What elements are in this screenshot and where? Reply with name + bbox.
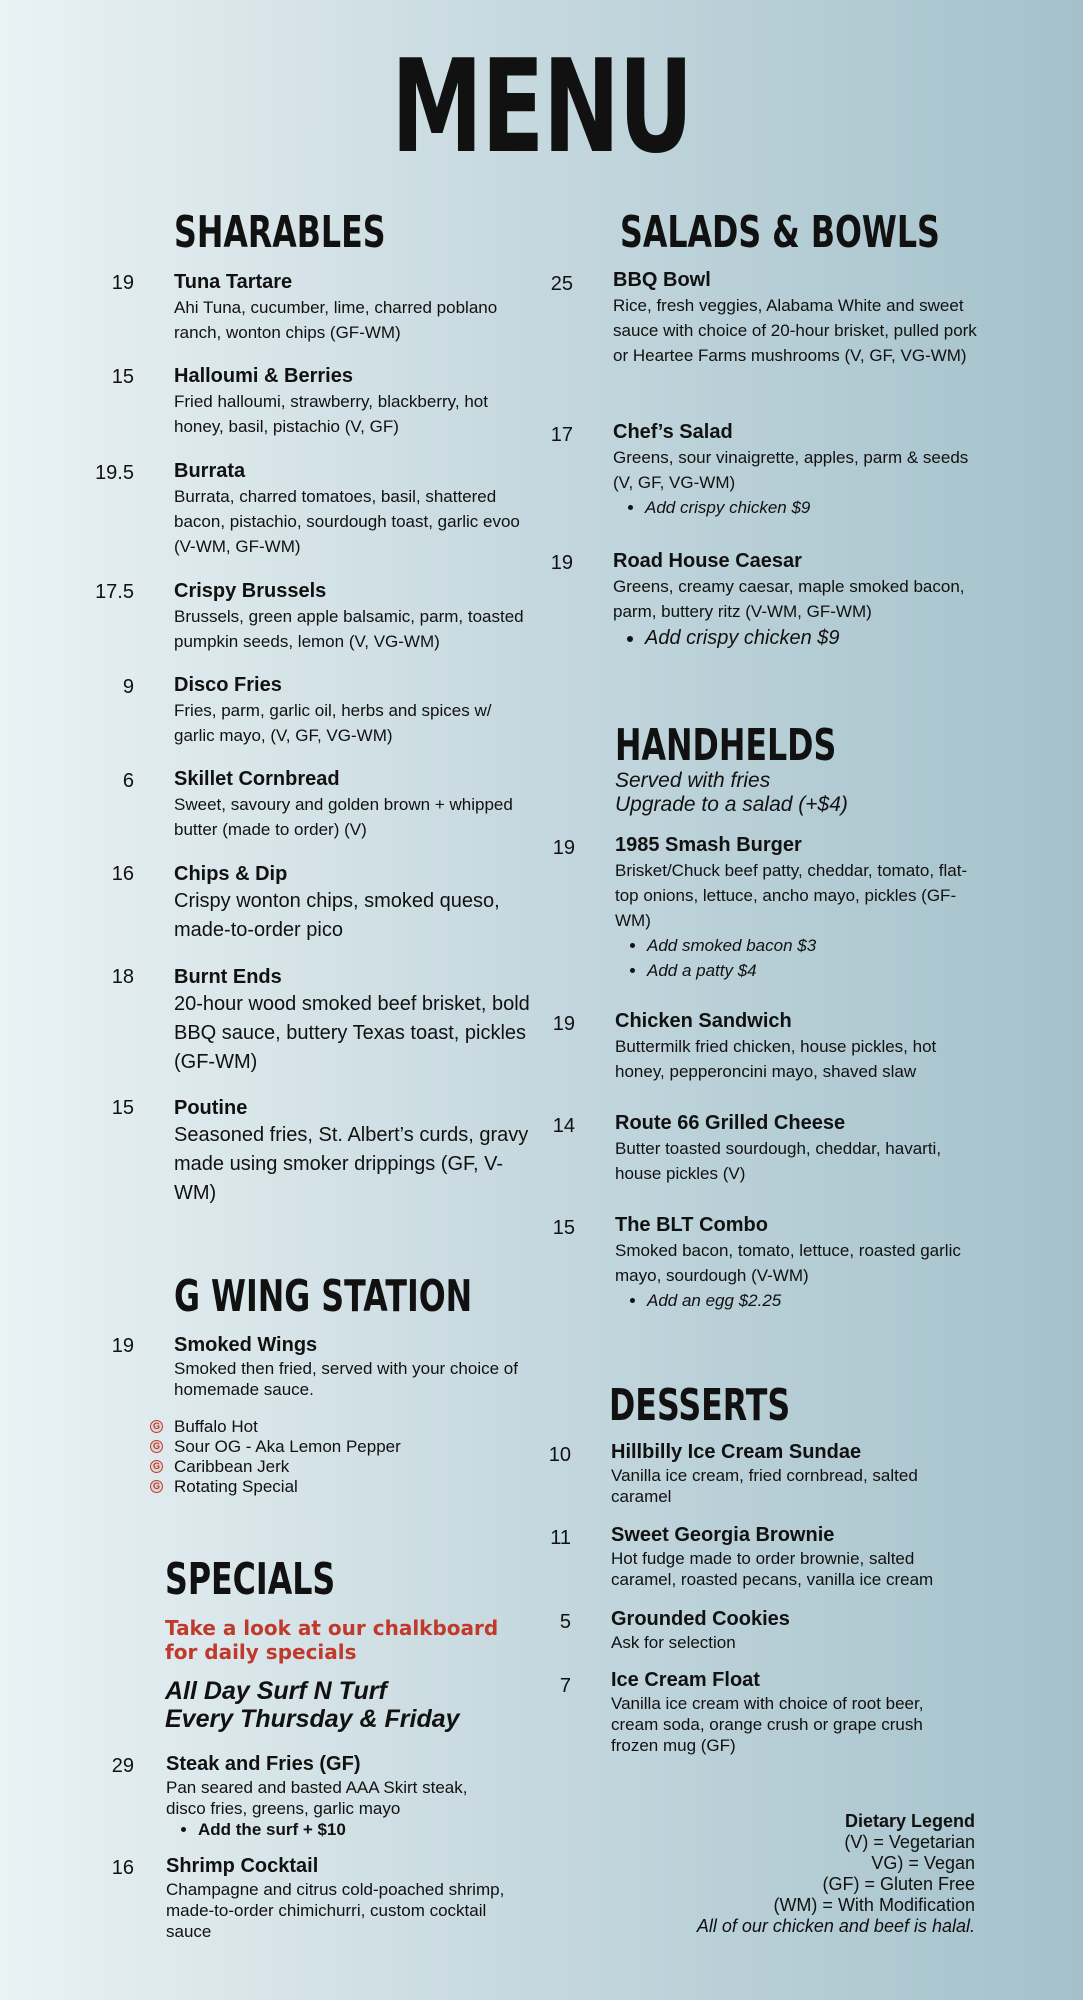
- item-name: Disco Fries: [174, 674, 282, 696]
- item-name: BBQ Bowl: [613, 269, 711, 291]
- item-description: Fried halloumi, strawberry, blackberry, hot honey, basil, pistachio (V, GF): [174, 392, 488, 436]
- item-description: Greens, sour vinaigrette, apples, parm & seeds (V, GF, VG-WM): [613, 448, 969, 492]
- item-name: Steak and Fries (GF): [166, 1753, 361, 1775]
- menu-item: [550, 549, 978, 652]
- section-title-salads: SALADS & BOWLS: [620, 207, 940, 258]
- sauce-name: Caribbean Jerk: [174, 1457, 290, 1476]
- surf-line-2: Every Thursday & Friday: [165, 1705, 460, 1733]
- item-name: Chips & Dip: [174, 863, 288, 885]
- item-description: Burrata, charred tomatoes, basil, shattered bacon, pistachio, sourdough toast, garlic evoo (V-WM, GF-WM): [174, 487, 520, 556]
- addon: • Add the surf + $10: [198, 1819, 506, 1840]
- item-name: Burrata: [174, 460, 246, 482]
- item-description: 20-hour wood smoked beef brisket, bold BBQ sauce, buttery Texas toast, pickles (GF-WM): [174, 993, 530, 1073]
- item-price: 5: [559, 1611, 571, 1633]
- legend-title: Dietary Legend: [844, 1811, 975, 1831]
- item-price: 14: [552, 1115, 575, 1137]
- item-name: Hillbilly Ice Cream Sundae: [611, 1441, 862, 1463]
- menu-item: [111, 1096, 534, 1208]
- item-name: Burnt Ends: [174, 966, 282, 988]
- item-price: 19.5: [95, 462, 134, 484]
- item-price: 15: [111, 1097, 134, 1119]
- menu-item: [111, 1854, 506, 1942]
- item-name: Ice Cream Float: [611, 1669, 760, 1691]
- menu-item: [559, 1607, 951, 1653]
- addon-list: [615, 933, 980, 983]
- section-title-specials: SPECIALS: [165, 1554, 336, 1605]
- g-logo-icon: G: [150, 1420, 163, 1433]
- item-description: Seasoned fries, St. Albert’s curds, gravy made using smoker drippings (GF, V-WM): [174, 1124, 529, 1204]
- menu-item: [122, 767, 534, 842]
- item-price: 19: [552, 837, 575, 859]
- item-price: 18: [111, 966, 134, 988]
- item-price: 19: [111, 1335, 134, 1357]
- list-item: [152, 1477, 534, 1497]
- item-price: 10: [548, 1444, 571, 1466]
- addon: • Add an egg $2.25: [647, 1288, 980, 1313]
- item-description: Vanilla ice cream with choice of root beer, cream soda, orange crush or grape crush frozen mug (GF): [611, 1694, 924, 1755]
- item-name: Halloumi & Berries: [174, 365, 353, 387]
- item-name: Road House Caesar: [613, 550, 802, 572]
- list-item: [152, 1417, 534, 1437]
- menu-item: [111, 1333, 534, 1400]
- section-title-sharables: SHARABLES: [174, 207, 386, 258]
- item-description: Buttermilk fried chicken, house pickles, hot honey, pepperoncini mayo, shaved slaw: [615, 1037, 937, 1081]
- legend-line: VG) = Vegan: [871, 1853, 975, 1873]
- item-description: Hot fudge made to order brownie, salted caramel, roasted pecans, vanilla ice cream: [611, 1549, 934, 1589]
- item-description: Champagne and citrus cold-poached shrimp, made-to-order chimichurri, custom cocktail sauce: [166, 1880, 505, 1941]
- item-name: Skillet Cornbread: [174, 768, 340, 790]
- chalkboard-note: Take a look at our chalkboard for daily specials: [165, 1616, 499, 1664]
- menu-item: [559, 1668, 951, 1756]
- item-name: Crispy Brussels: [174, 580, 327, 602]
- menu-item: [122, 673, 534, 748]
- item-price: 19: [111, 272, 134, 294]
- menu-item: [552, 833, 980, 983]
- menu-title: MENU: [391, 33, 692, 182]
- addon: • Add crispy chicken $9: [645, 495, 978, 520]
- item-price: 19: [552, 1013, 575, 1035]
- addon-list: [613, 495, 978, 520]
- menu-item: [111, 1752, 506, 1840]
- item-name: Sweet Georgia Brownie: [611, 1524, 835, 1546]
- item-price: 6: [122, 770, 134, 792]
- menu-item: [552, 1213, 980, 1313]
- item-price: 16: [111, 1857, 134, 1879]
- item-description: Butter toasted sourdough, cheddar, havarti, house pickles (V): [615, 1139, 942, 1183]
- item-price: 17: [550, 424, 573, 446]
- halal-note: All of our chicken and beef is halal.: [696, 1916, 975, 1936]
- item-name: Shrimp Cocktail: [166, 1855, 319, 1877]
- item-price: 9: [122, 676, 134, 698]
- item-description: Smoked bacon, tomato, lettuce, roasted garlic mayo, sourdough (V-WM): [615, 1241, 961, 1285]
- sauce-name: Rotating Special: [174, 1477, 298, 1496]
- sauce-choice-list: [152, 1417, 534, 1497]
- item-description: Brussels, green apple balsamic, parm, toasted pumpkin seeds, lemon (V, VG-WM): [174, 607, 524, 651]
- item-name: Grounded Cookies: [611, 1608, 790, 1630]
- item-description: Pan seared and basted AAA Skirt steak, disco fries, greens, garlic mayo: [166, 1778, 468, 1818]
- section-title-desserts: DESSERTS: [609, 1380, 791, 1431]
- item-price: 15: [552, 1217, 575, 1239]
- addon-list: [166, 1819, 506, 1840]
- surf-n-turf-promo: [165, 1677, 525, 1733]
- legend-line: (GF) = Gluten Free: [822, 1874, 975, 1894]
- menu-item: [111, 364, 534, 439]
- item-name: Poutine: [174, 1097, 248, 1119]
- item-name: Route 66 Grilled Cheese: [615, 1112, 846, 1134]
- g-logo-icon: G: [150, 1480, 163, 1493]
- menu-item: [111, 270, 534, 345]
- item-price: 15: [111, 366, 134, 388]
- addon-list: [615, 1288, 980, 1313]
- item-price: 19: [550, 552, 573, 574]
- section-title-wings: G WING STATION: [174, 1271, 473, 1322]
- section-title-handhelds: HANDHELDS: [615, 720, 837, 771]
- legend-line: (V) = Vegetarian: [844, 1832, 975, 1852]
- list-item: [152, 1457, 534, 1477]
- item-price: 29: [111, 1755, 134, 1777]
- item-name: The BLT Combo: [615, 1214, 768, 1236]
- item-description: Greens, creamy caesar, maple smoked bacon, parm, buttery ritz (V-WM, GF-WM): [613, 577, 965, 621]
- menu-item: [550, 1523, 951, 1590]
- menu-item: [550, 420, 978, 520]
- menu-item: [552, 1009, 980, 1084]
- handhelds-sub-1: Served with fries: [615, 769, 771, 792]
- item-price: 16: [111, 863, 134, 885]
- dietary-legend: [640, 1811, 975, 1937]
- item-description: Fries, parm, garlic oil, herbs and spices w/ garlic mayo, (V, GF, VG-WM): [174, 701, 492, 745]
- menu-item: [95, 579, 534, 654]
- item-price: 11: [550, 1527, 571, 1549]
- menu-item: [111, 965, 534, 1077]
- list-item: [152, 1437, 534, 1457]
- menu-item: [550, 268, 978, 368]
- item-description: Rice, fresh veggies, Alabama White and sweet sauce with choice of 20-hour brisket, pulled pork or Heartee Farms mushrooms (V, GF, VG-WM): [613, 296, 977, 365]
- menu-item: [95, 459, 534, 559]
- item-description: Sweet, savoury and golden brown + whipped butter (made to order) (V): [174, 795, 513, 839]
- g-logo-icon: G: [150, 1440, 163, 1453]
- legend-line: (WM) = With Modification: [773, 1895, 975, 1915]
- item-price: 7: [559, 1675, 571, 1697]
- sauce-name: Sour OG - Aka Lemon Pepper: [174, 1437, 401, 1456]
- item-name: 1985 Smash Burger: [615, 834, 802, 856]
- item-description: Crispy wonton chips, smoked queso, made-to-order pico: [174, 890, 500, 941]
- g-logo-icon: G: [150, 1460, 163, 1473]
- menu-item: [552, 1111, 980, 1186]
- item-name: Chef’s Salad: [613, 421, 733, 443]
- addon: • Add crispy chicken $9: [645, 624, 978, 652]
- handhelds-subtitle: [615, 769, 975, 817]
- item-name: Tuna Tartare: [174, 271, 293, 293]
- item-name: Chicken Sandwich: [615, 1010, 792, 1032]
- item-price: 17.5: [95, 581, 134, 603]
- menu-item: [548, 1440, 951, 1507]
- item-description: Ask for selection: [611, 1633, 736, 1652]
- item-description: Vanilla ice cream, fried cornbread, salted caramel: [611, 1466, 918, 1506]
- item-description: Ahi Tuna, cucumber, lime, charred poblano ranch, wonton chips (GF-WM): [174, 298, 498, 342]
- handhelds-sub-2: Upgrade to a salad (+$4): [615, 793, 848, 816]
- item-name: Smoked Wings: [174, 1334, 318, 1356]
- item-price: 25: [550, 273, 573, 295]
- item-description: Brisket/Chuck beef patty, cheddar, tomato, flat-top onions, lettuce, ancho mayo, pickles (GF-WM): [615, 861, 968, 930]
- surf-line-1: All Day Surf N Turf: [165, 1677, 387, 1705]
- addon: • Add smoked bacon $3: [647, 933, 980, 958]
- addon: • Add a patty $4: [647, 958, 980, 983]
- item-description: Smoked then fried, served with your choice of homemade sauce.: [174, 1359, 518, 1399]
- addon-list: [613, 624, 978, 652]
- sauce-name: Buffalo Hot: [174, 1417, 258, 1436]
- menu-item: [111, 862, 534, 945]
